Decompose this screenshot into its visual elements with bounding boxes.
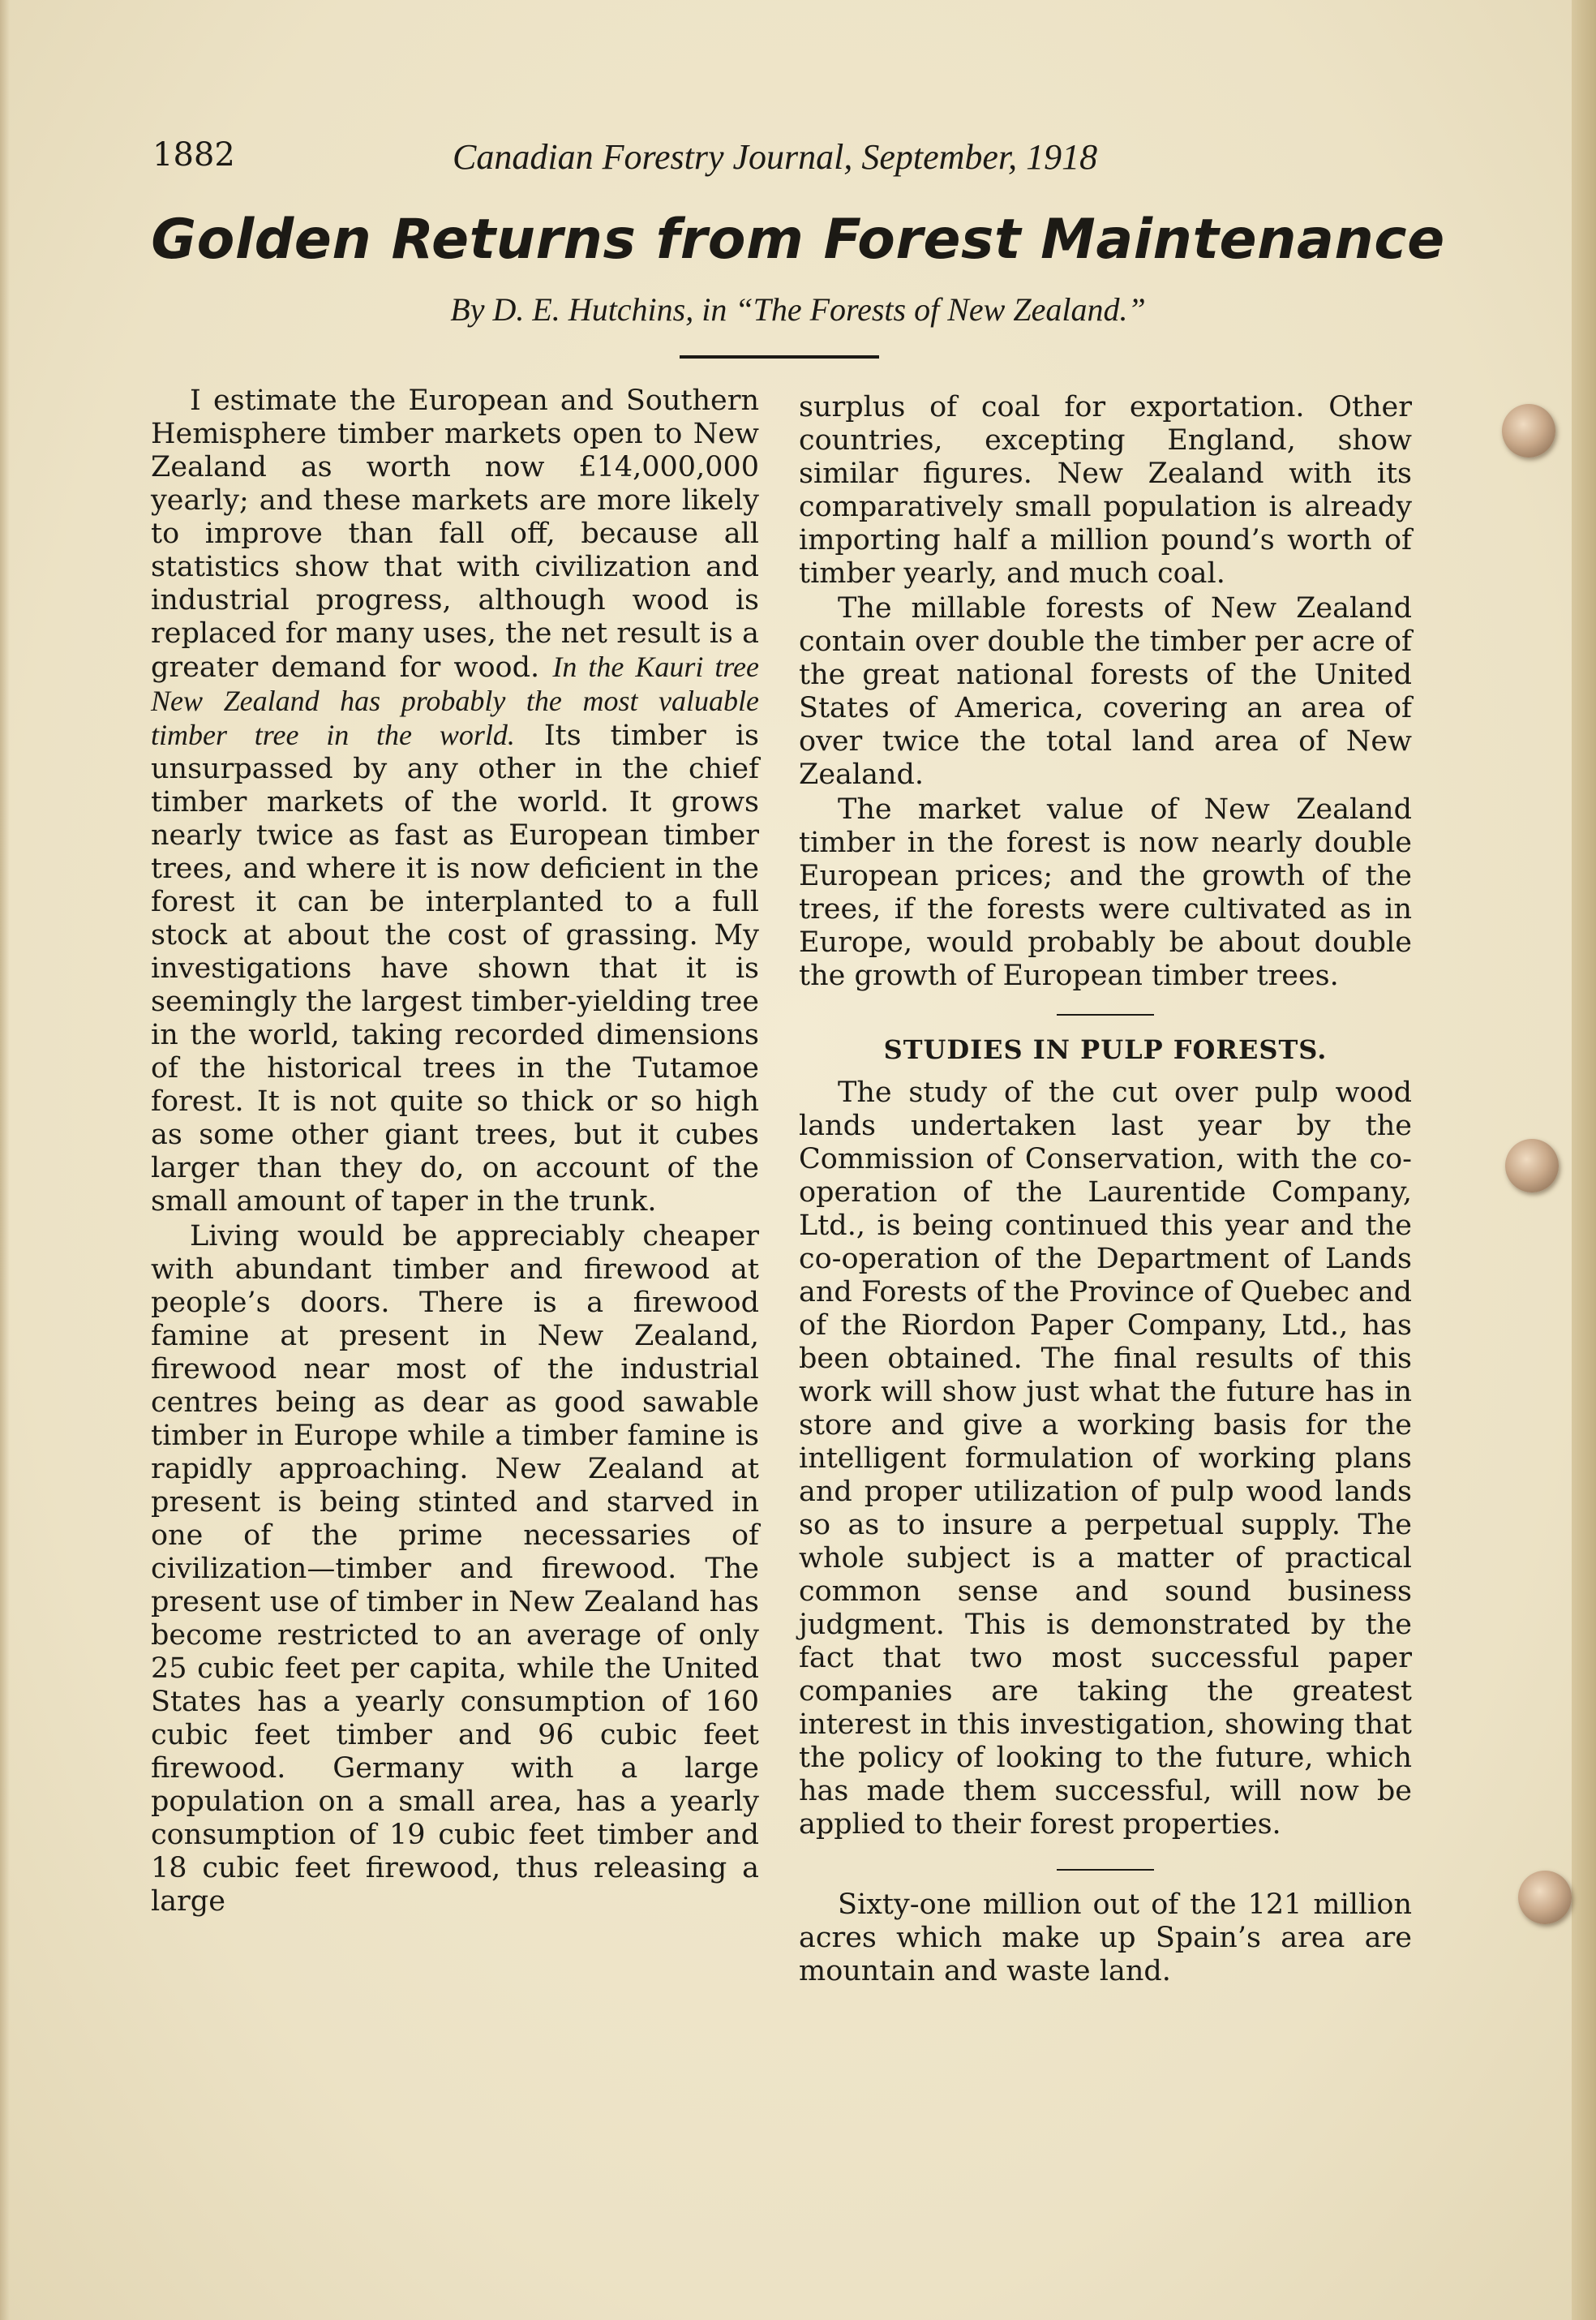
section-divider <box>1057 1014 1154 1016</box>
page-right-edge <box>1572 0 1596 2320</box>
paragraph-surplus-coal: surplus of coal for exportation. Other countries, excepting England, show similar figures. New Zealand with its comparatively small population is already importing half a million pound’s worth of timber yearly, and much coal. <box>799 391 1412 590</box>
kauri-italic-text: In the Kauri tree New Zealand has probably the most valuable timber tree in the world. <box>151 651 760 751</box>
right-column <box>799 391 1412 1988</box>
left-column <box>151 385 759 1918</box>
title-divider <box>680 355 879 359</box>
paragraph-pulp-study: The study of the cut over pulp wood lands undertaken last year by the Commission of Conservation, with the co-operation of the Laurentide Company, Ltd., is being continued this year and the co-operation of the Department of Lands and Forests of the Province of Quebec and of the Riordon Paper Company, Ltd., has been obtained. The final results of this work will show just what the future has in store and give a working basis for the intelligent formulation of working plans and proper utilization of pulp wood lands so as to insure a perpetual supply. The whole subject is a matter of practical common sense and sound business judgment. This is demonstrated by the fact that two most successful paper companies are taking the greatest interest in this investigation, showing that the policy of looking to the future, which has made them successful, will now be applied to their forest properties. <box>799 1076 1412 1841</box>
section-divider <box>1057 1869 1154 1871</box>
journal-title: Canadian Forestry Journal, September, 1918 <box>453 137 1098 177</box>
article-byline: By D. E. Hutchins, in “The Forests of New Zealand.” <box>450 291 1146 328</box>
thumbtack-icon <box>1518 1871 1572 1924</box>
page-number: 1882 <box>152 136 235 174</box>
paragraph-living-cheaper: Living would be appreciably cheaper with abundant timber and firewood at people’s doors. There is a firewood famine at present in New Zealand, firewood near most of the industrial centres being as dear as good sawable timber in Europe while a timber famine is rapidly approaching. New Zealand at present is being stinted and starved in one of the prime necessaries of civilization—timber and firewood. The present use of timber in New Zealand has become restricted to an average of only 25 cubic feet per capita, while the United States has a yearly consumption of 160 cubic feet timber and 96 cubic feet firewood. Germany with a large population on a small area, has a yearly consumption of 19 cubic feet timber and 18 cubic feet firewood, thus releasing a large <box>151 1220 759 1918</box>
page-spine-shadow <box>0 0 10 2320</box>
thumbtack-icon <box>1505 1139 1559 1192</box>
paragraph-spain: Sixty-one million out of the 121 million acres which make up Spain’s area are mountain and waste land. <box>799 1888 1412 1987</box>
paragraph-kauri-text: Its timber is unsurpassed by any other in the chief timber markets of the world. It grows nearly twice as fast as European timber trees, and where it is now deficient in the forest it can be interplanted to a full stock at about the cost of grassing. My investigations have shown that it is seemingly the largest timber-yielding tree in the world, taking recorded dimensions of the historical trees in the Tutamoe forest. It is not quite so thick or so high as some other giant trees, but it cubes larger than they do, on account of the small amount of taper in the trunk. <box>151 720 759 1218</box>
pulp-section-heading: STUDIES IN PULP FORESTS. <box>883 1034 1328 1065</box>
running-header <box>152 136 1434 185</box>
paragraph-markets <box>151 385 759 1218</box>
article-title: Golden Returns from Forest Maintenance <box>151 208 1445 272</box>
thumbtack-icon <box>1502 404 1555 458</box>
paragraph-market-value: The market value of New Zealand timber in the forest is now nearly double European prices; and the growth of the trees, if the forests were cultivated as in Europe, would probably be about double the growth of European timber trees. <box>799 793 1412 992</box>
paragraph-millable-forests: The millable forests of New Zealand contain over double the timber per acre of the great national forests of the United States of America, covering an area of over twice the total land area of New Zealand. <box>799 592 1412 791</box>
paragraph-markets-text: I estimate the European and Southern Hemisphere timber markets open to New Zealand as worth now £14,000,000 yearly; and these markets are more likely to improve than fall off, because all statistics show that with civilization and industrial progress, although wood is replaced for many uses, the net result is a greater demand for wood. <box>151 385 759 684</box>
